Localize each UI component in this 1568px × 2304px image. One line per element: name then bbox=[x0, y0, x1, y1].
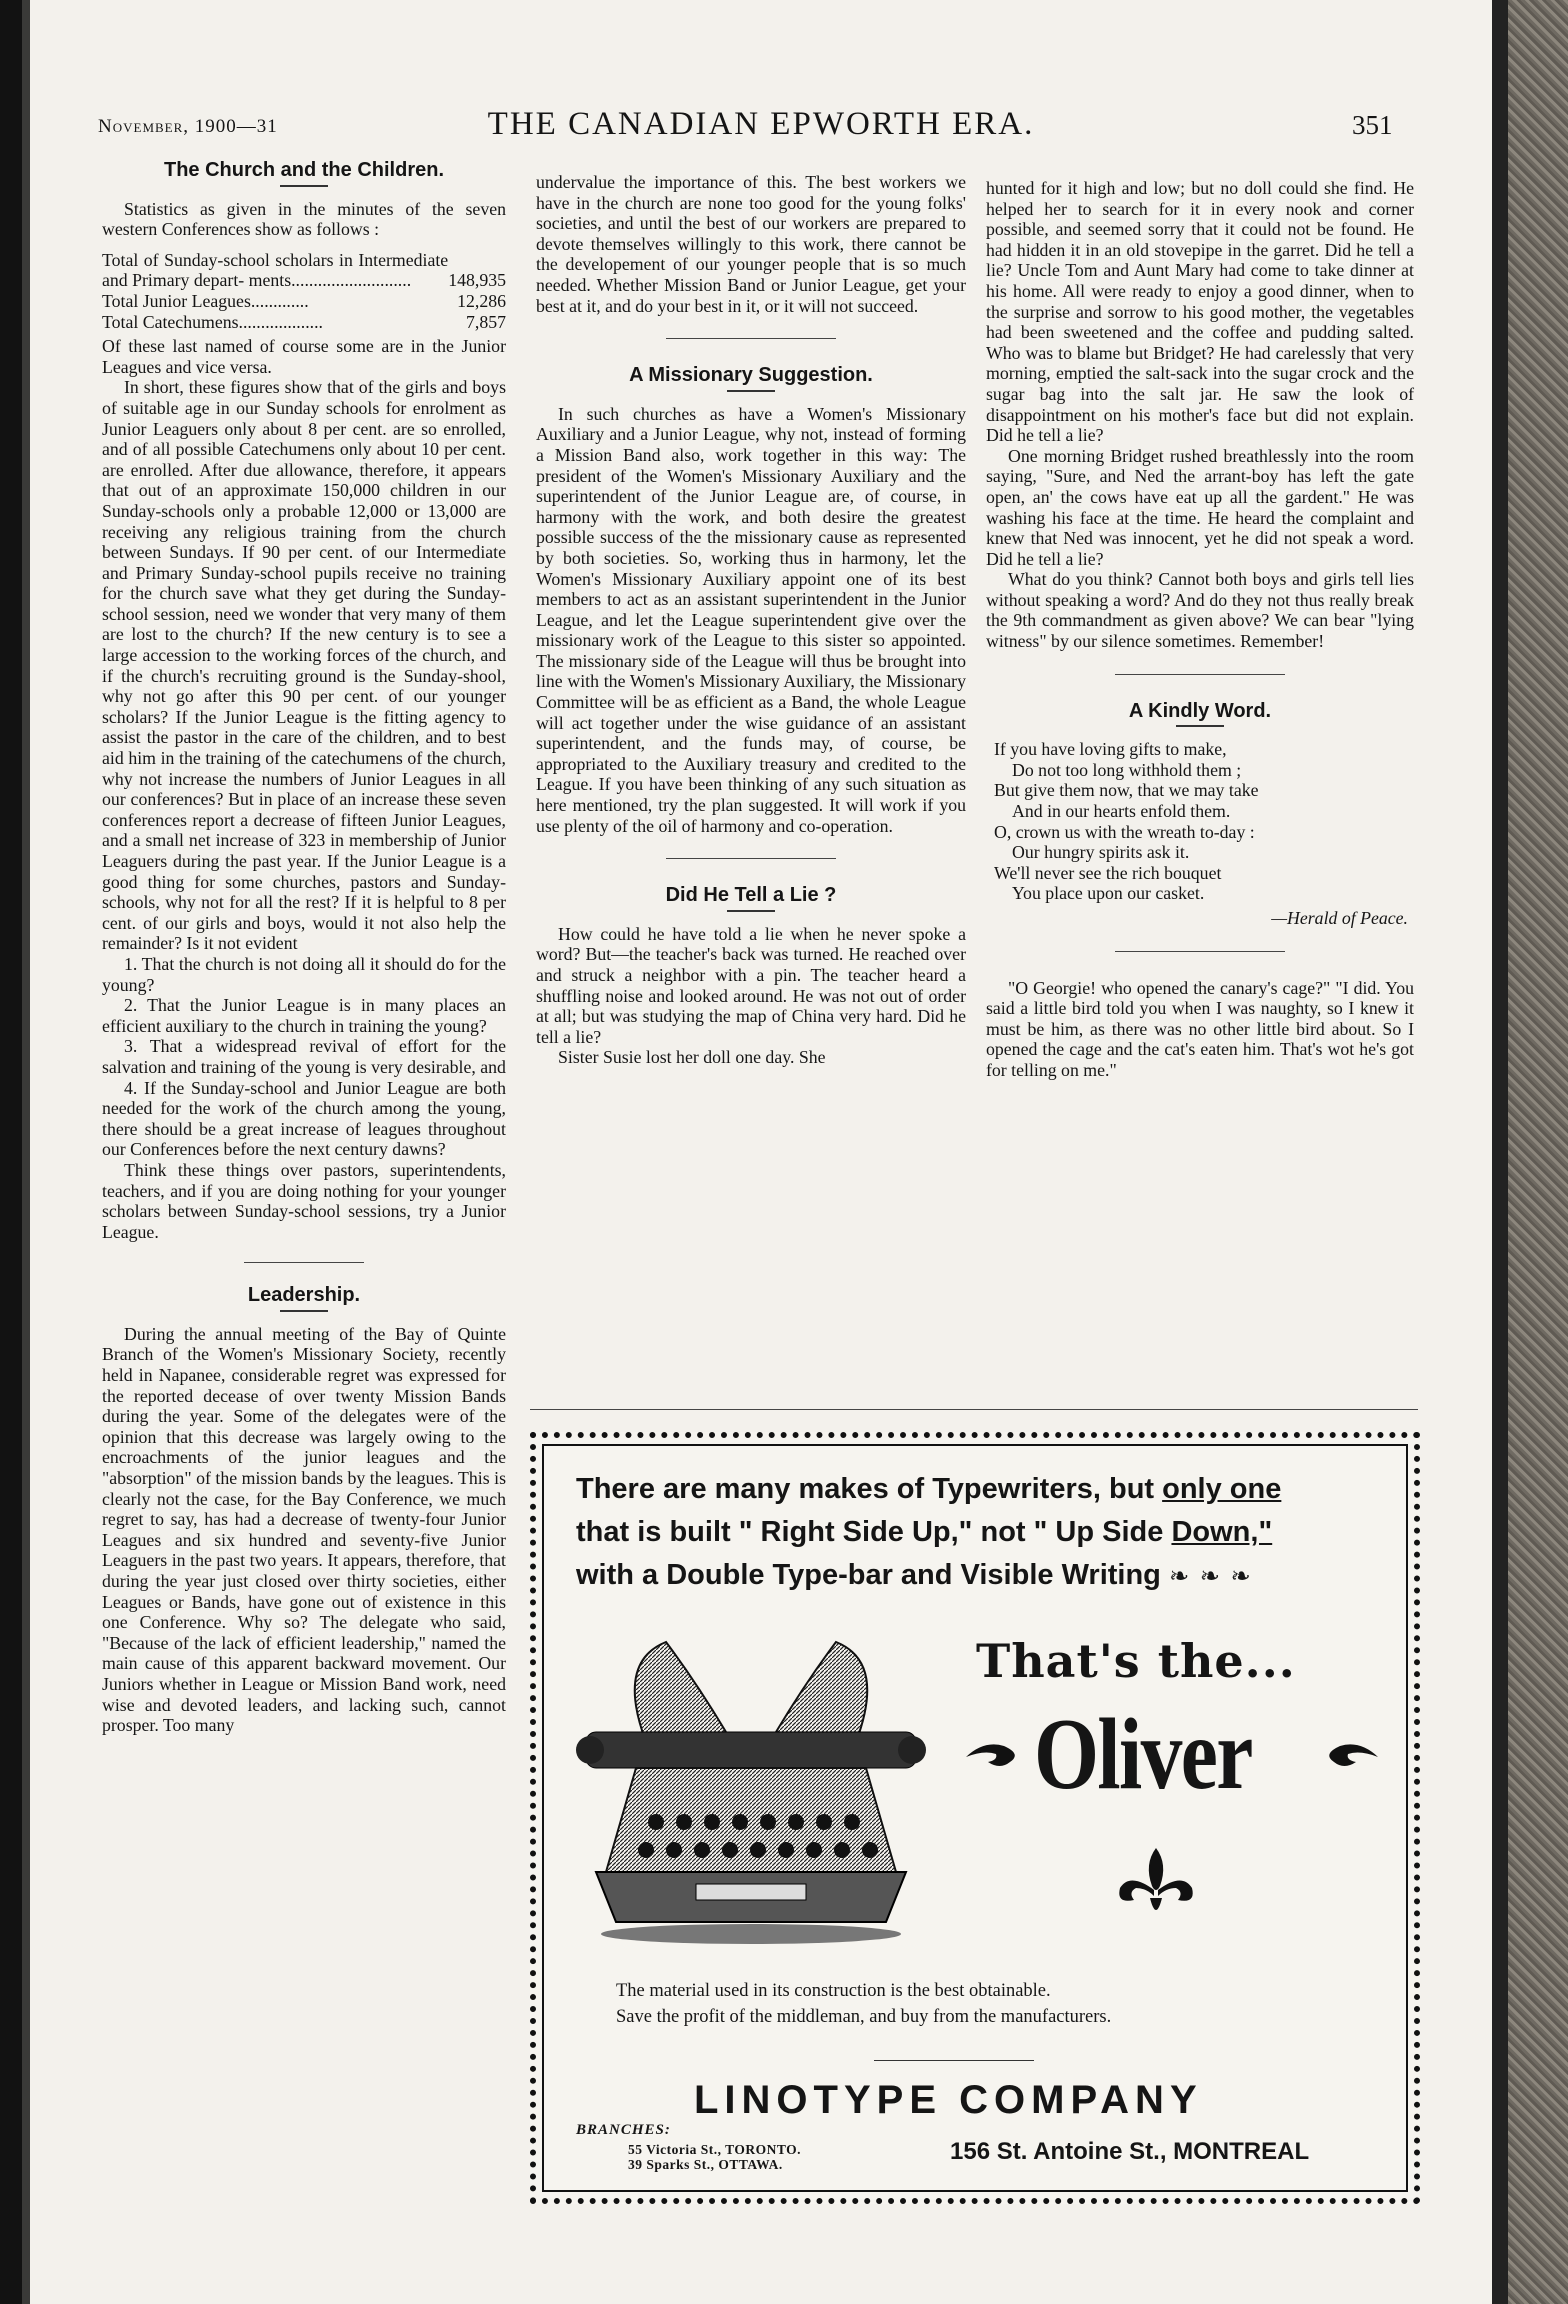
issue-date: November, 1900—31 bbox=[98, 116, 278, 137]
heading-rule bbox=[1176, 725, 1224, 727]
heading-rule bbox=[280, 1310, 328, 1312]
article-heading-lie: Did He Tell a Lie ? bbox=[665, 884, 837, 907]
church-paragraph: Think these things over pastors, superintendents, teachers, and if you are doing nothing for your younger scholars between Sunday-school sessions, try a Junior League. bbox=[102, 1159, 506, 1242]
newspaper-page bbox=[30, 0, 1492, 2304]
head-office-address: 156 St. Antoine St., MONTREAL bbox=[950, 2138, 1310, 2165]
church-paragraph: 2. That the Junior League is in many places an efficient auxiliary to the church in training the young? bbox=[102, 995, 506, 1036]
leadership-paragraph: During the annual meeting of the Bay of Quinte Branch of the Women's Missionary Society, recently held in Napanee, considerable regret was expressed for the reported decease of over twenty Mission Bands during the year. Some of the delegates were of the opinion that this decrease was largely owing to the encroachments of the junior leagues and the "absorption" of the mission bands by the leagues. This is clearly not the case, for the Bay Conference, we much regret to say, has had a decrease of twenty-four Junior Leagues and six hundred and seventy-five Junior Leaguers in the past two years. It appears, therefore, that during the year just closed over thirty societies, either Leagues or Bands, have gone out of existence in this one Conference. Why so? The delegate who said, "Because of the lack of efficient leadership," named the main cause of this apparent backward movement. Our Juniors whether in League or Mission Band work, need wise and devoted leaders, and lacking such, cannot prosper. Too many bbox=[102, 1323, 506, 1736]
ad-rule bbox=[874, 2060, 1034, 2061]
page-number: 351 bbox=[1352, 110, 1393, 140]
church-paragraph: 4. If the Sunday-school and Junior League are both needed for the work of the church among the young, there should be a great increase of leagues throughout our Conferences before the next century dawns? bbox=[102, 1077, 506, 1160]
lie-continued: One morning Bridget rushed breathlessly into the room saying, "Sure, and Ned the arrant-boy has left the gate open, an' the cows have eat up all the gardent." He was washing his face at the time. He heard the complaint and knew that Ned was innocent, yet he did not speak a word. Did he tell a lie? bbox=[986, 445, 1414, 569]
poem-line: And in our hearts enfold them. bbox=[1012, 801, 1231, 822]
scan-right-shadow bbox=[1490, 0, 1510, 2304]
poem-line: Do not too long withhold them ; bbox=[1012, 759, 1242, 780]
thats-the-text: That's the... bbox=[976, 1634, 1296, 1688]
poem-line: O, crown us with the wreath to-day : bbox=[994, 821, 1255, 842]
branch-address: 39 Sparks St., OTTAWA. bbox=[628, 2157, 783, 2172]
masthead-title: THE CANADIAN EPWORTH ERA. bbox=[487, 106, 1035, 142]
column-2 bbox=[536, 172, 966, 1068]
headline-underlined: only one bbox=[1162, 1473, 1282, 1505]
stat-label: Total Junior Leagues............. bbox=[102, 290, 309, 311]
georgie-anecdote: "O Georgie! who opened the canary's cage?" "I did. You said a little bird told you when I was naughty, so I knew it must be him, as there was no other little bird about. So I opened the cage and the cat's eaten him. That's wot he's got for telling on me." bbox=[986, 977, 1414, 1080]
fine-print-line: The material used in its construction is the best obtainable. bbox=[616, 1981, 1051, 2001]
ad-fine-print bbox=[616, 1978, 1356, 2030]
branches-list bbox=[628, 2142, 801, 2172]
statistics-table bbox=[102, 250, 506, 332]
poem-line: You place upon our casket. bbox=[1012, 883, 1205, 904]
fleuron-icon: ❧ ❧ ❧ bbox=[1168, 1563, 1253, 1590]
poem-line: If you have loving gifts to make, bbox=[994, 739, 1227, 760]
scan-gutter bbox=[22, 0, 30, 2304]
ad-headline bbox=[576, 1468, 1386, 1598]
missionary-paragraph: In such churches as have a Women's Missionary Auxiliary and a Junior League, why not, instead of forming a Mission Band also, work together in this way: The president of the Women's Missionary Auxiliary and the superintendent of the Junior League are, of course, in harmony with the work, and both desire the greatest possible success of the the missionary cause as represented by both societies. So, working thus in harmony, let the Women's Missionary Auxiliary appoint one of its best members to act as an assistant superintendent in the Junior League, and let the League superintendent give over the missionary work of the League to this sister so appointed. The missionary side of the League will thus be brought into line with the Women's Missionary Auxiliary, the Missionary Committee will be as efficient as a Band, the whole League will act together under the wise guidance of an assistant superintendent, and the funds may, of course, be appropriated to the Auxiliary treasury and credited to the League. If you have been thinking of any such situation as here mentioned, try the plan suggested. It will work if you use plenty of the oil of harmony and co-operation. bbox=[536, 403, 966, 836]
lie-paragraph: How could he have told a lie when he never spoke a word? But—the teacher's back was turned. He reached over and struck a neighbor with a pin. The teacher heard a shuffling noise and looked around. He was not out of order at all; but was studying the map of China very hard. Did he tell a lie? bbox=[536, 923, 966, 1047]
headline-text: There are many makes of Typewriters, but bbox=[576, 1473, 1163, 1505]
typewriter-illustration-icon bbox=[576, 1622, 926, 1962]
stat-row bbox=[102, 250, 506, 291]
company-name: LINOTYPE COMPANY bbox=[694, 2078, 1203, 2122]
church-paragraph: Of these last named of course some are in the Junior Leagues and vice versa. bbox=[102, 336, 506, 377]
lie-continued: hunted for it high and low; but no doll could she find. He helped her to search for it in every nook and corner possible, and seemed sorry that it could not be found. He had hidden it in an old stovepipe in the garret. Did he tell a lie? Uncle Tom and Aunt Mary had come to take dinner at his home. All were ready to enjoy a good dinner, when to the surprise and sorrow to his good mother, the vegetables had been sweetened and the coffee and pudding salted. Who was to blame but Bridget? He had carelessly that very morning, emptied the salt-sack into the sugar crock and the sugar bag into the salt jar. He saw the look of disappointment on his mother's face but did not explain. Did he tell a lie? bbox=[986, 178, 1414, 446]
leadership-continued: undervalue the importance of this. The best workers we have in the church are none too good for the young folks' societies, and until the best of our workers are prepared to devote themselves willingly to this work, there cannot be the developement of our younger people that is so much needed. Whether Mission Band or Junior League, get your best at it, and do your best in it, or it will not succeed. bbox=[536, 172, 966, 316]
page-header bbox=[30, 106, 1492, 152]
column-1 bbox=[102, 160, 506, 1736]
headline-underlined: Down," bbox=[1171, 1516, 1273, 1548]
poem-line: But give them now, that we may take bbox=[994, 780, 1259, 801]
oliver-typewriter-advertisement bbox=[530, 1432, 1420, 2204]
right-leaf-ornament-icon bbox=[1320, 1740, 1380, 1774]
column-3 bbox=[986, 178, 1414, 1081]
branches-label: BRANCHES: bbox=[576, 2122, 671, 2138]
branch-address: 55 Victoria St., TORONTO. bbox=[628, 2142, 802, 2157]
heading-rule bbox=[280, 185, 328, 187]
church-intro: Statistics as given in the minutes of the seven western Conferences show as follows : bbox=[102, 198, 506, 240]
section-divider bbox=[666, 858, 836, 859]
section-divider bbox=[1115, 951, 1285, 952]
headline-text: that is built " Right Side Up," not " Up Side bbox=[576, 1516, 1172, 1548]
headline-text: with a Double Type-bar and Visible Writing bbox=[576, 1559, 1161, 1591]
poem-line: We'll never see the rich bouquet bbox=[994, 862, 1222, 883]
article-heading-church: The Church and the Children. bbox=[163, 159, 444, 181]
book-cover-edge bbox=[1508, 0, 1568, 2304]
stat-row bbox=[102, 291, 506, 312]
stat-label: Total Catechumens................... bbox=[102, 311, 323, 332]
lie-paragraph: Sister Susie lost her doll one day. She bbox=[558, 1047, 826, 1068]
stat-row bbox=[102, 312, 506, 333]
stat-value: 12,286 bbox=[457, 290, 506, 311]
section-divider bbox=[666, 338, 836, 339]
church-paragraph: 1. That the church is not doing all it should do for the young? bbox=[102, 953, 506, 995]
article-heading-missionary: A Missionary Suggestion. bbox=[629, 364, 873, 387]
poem-attribution: —Herald of Peace. bbox=[1271, 908, 1408, 928]
scan-left-edge bbox=[0, 0, 22, 2304]
poem bbox=[994, 739, 1414, 904]
poem-line: Our hungry spirits ask it. bbox=[1012, 842, 1190, 863]
page-horizontal-rule bbox=[530, 1409, 1418, 1410]
heading-rule bbox=[727, 910, 775, 912]
article-heading-leadership: Leadership. bbox=[247, 1284, 361, 1307]
stat-value: 7,857 bbox=[465, 311, 506, 332]
section-divider bbox=[244, 1262, 364, 1263]
brand-name: Oliver bbox=[1034, 1698, 1252, 1811]
church-paragraph: In short, these figures show that of the girls and boys of suitable age in our Sunday schools for enrolment as Junior Leaguers only about 8 per cent. are so enrolled, and of all possible Catechumens only about 10 per cent. are enrolled. After due allowance, therefore, it appears that out of an approximate 150,000 children in our Sunday-schools only a probable 12,000 or 13,000 are receiving any religious training from the church between Sundays. If 90 per cent. of our Intermediate and Primary Sunday-school pupils receive no training for the church save what they get during the Sunday-school session, need we wonder that very many of them are lost to the church? If the new century is to see a large accession to the working forces of the church, and if the church's recruiting ground is the Sunday-shool, why not go after this 90 per cent. of our younger scholars? If the Junior League is the fitting agency to assist the pastor in the care of the children, and to best aid him in the training of the catechumens of the church, why not increase the numbers of Junior Leagues in all our conferences? But in place of an increase these seven conferences report a decrease of fifteen Junior Leagues, and a small net increase of 323 in membership of Junior Leaguers during the past year. If the Junior League is a good thing for some churches, pastors and Sunday-schools, why not for all the rest? If it is helpful to 8 per cent. of our girls and boys, would it not also help the remainder? Is it not evident bbox=[102, 377, 506, 954]
left-leaf-ornament-icon bbox=[964, 1740, 1024, 1774]
heading-rule bbox=[727, 390, 775, 392]
stat-value: 148,935 bbox=[448, 270, 506, 291]
article-heading-kindly: A Kindly Word. bbox=[1128, 699, 1272, 722]
fleur-ornament-icon bbox=[1116, 1842, 1196, 1926]
church-paragraph: 3. That a widespread revival of effort for the salvation and training of the young is very desirable, and bbox=[102, 1036, 506, 1077]
stat-label: Total of Sunday-school scholars in Intermediate and Primary depart- ments........................... bbox=[102, 249, 449, 291]
fine-print-line: Save the profit of the middleman, and buy from the manufacturers. bbox=[616, 2007, 1112, 2027]
section-divider bbox=[1115, 674, 1285, 675]
brand-wordmark bbox=[964, 1700, 1384, 1820]
lie-continued: What do you think? Cannot both boys and girls tell lies without speaking a word? And do they not thus really break the 9th commandment as given above? We can bear "lying witness" by our silence sometimes. Remember! bbox=[986, 569, 1414, 652]
